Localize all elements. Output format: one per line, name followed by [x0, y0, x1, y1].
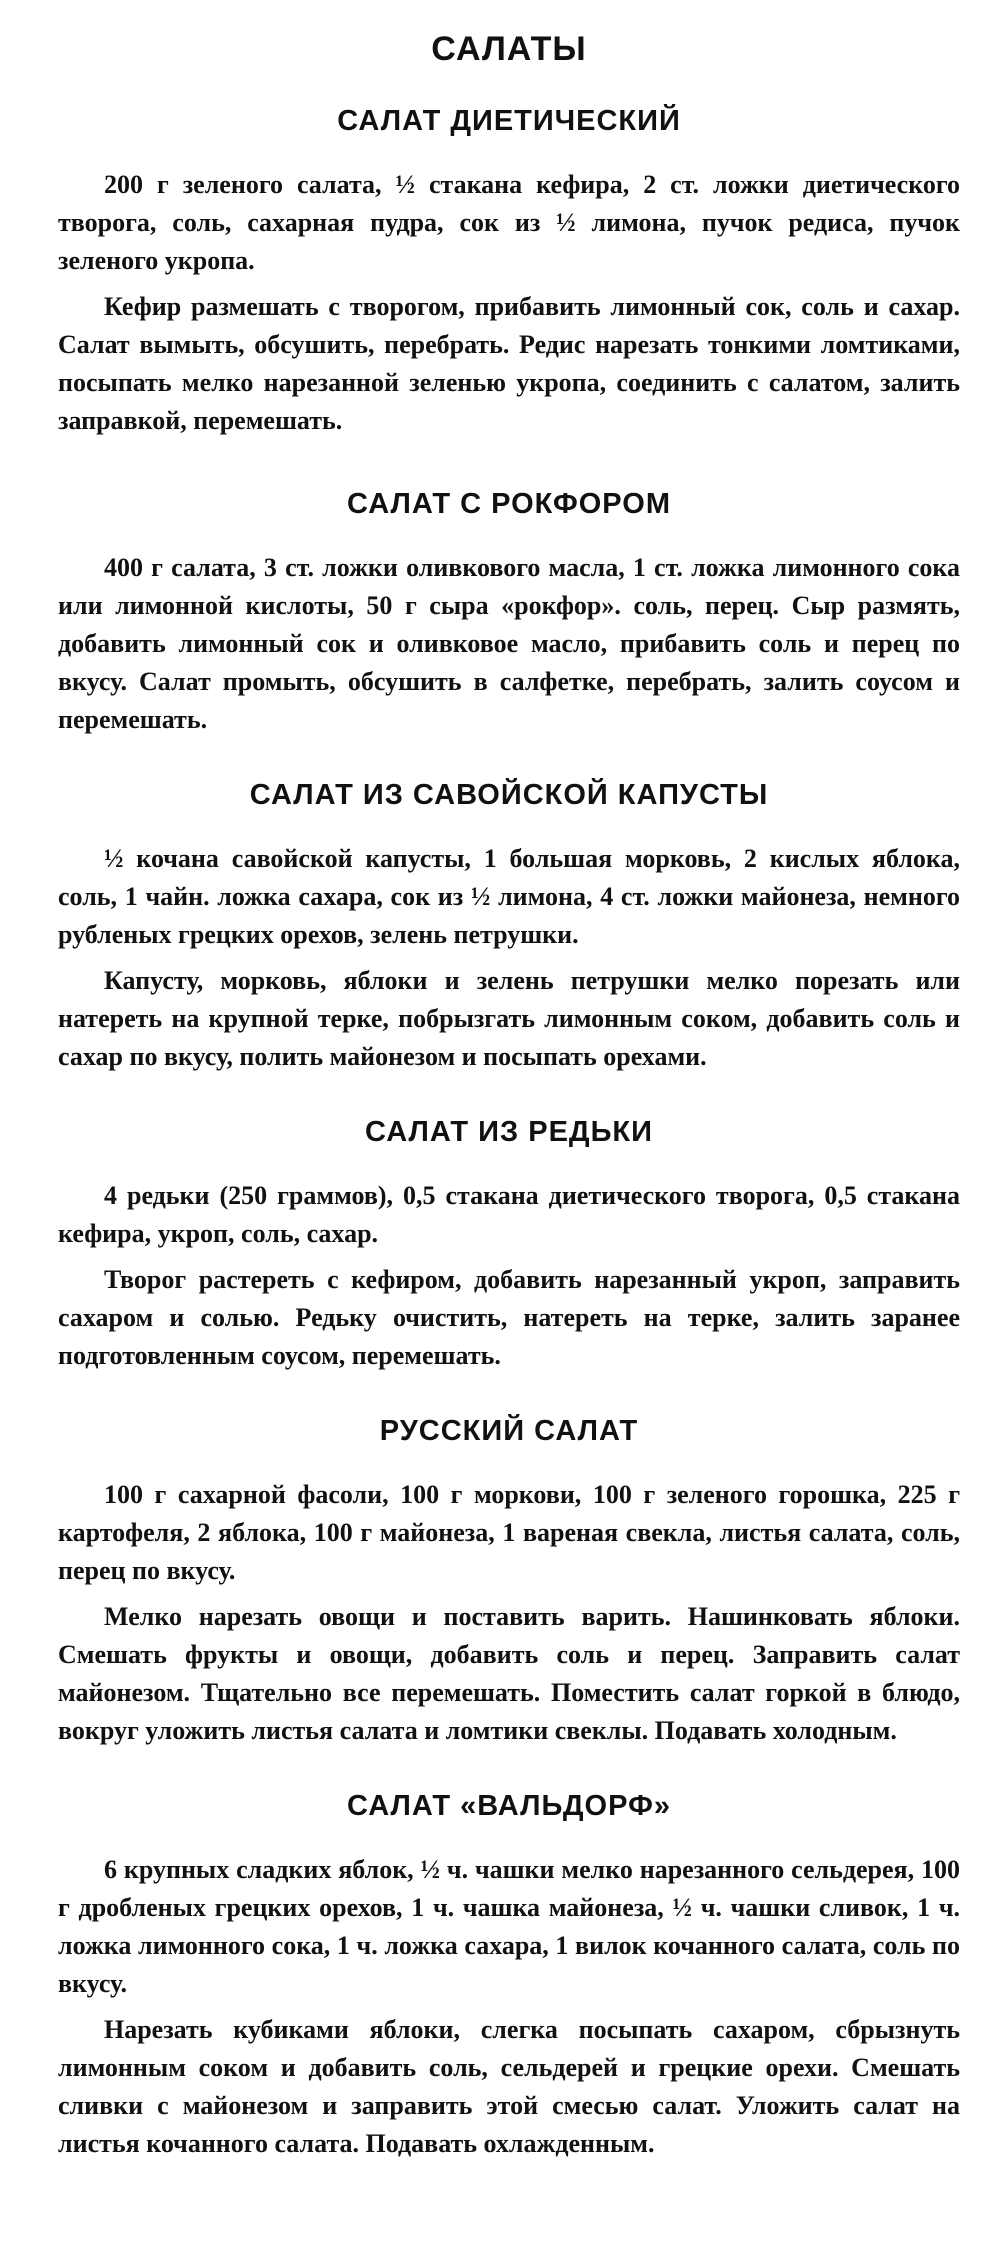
recipe-title: САЛАТ ИЗ САВОЙСКОЙ КАПУСТЫ — [249, 779, 769, 811]
recipe-savoy-cabbage-salad — [58, 779, 960, 1076]
recipe-title: САЛАТ С РОКФОРОМ — [347, 488, 671, 520]
recipe-instructions: Творог растереть с кефиром, добавить нарезанный укроп, заправить сахаром и солью. Редьку очистить, натереть на терке, залить заранее подготовленным соусом, перемешать. — [58, 1265, 960, 1370]
recipe-radish-salad — [58, 1116, 960, 1375]
recipe-roquefort-salad — [58, 488, 960, 739]
recipe-ingredients-and-instructions: 400 г салата, 3 ст. ложки оливкового масла, 1 ст. ложка лимонного сока или лимонной кислоты, 50 г сыра «рокфор». соль, перец. Сыр размять, добавить лимонный сок и оливковое масло, прибавить соль и перец по вкусу. Салат промыть, обсушить в салфетке, перебрать, залить соусом и перемешать. — [58, 553, 960, 734]
recipe-dietary-salad — [58, 105, 960, 440]
recipe-ingredients: 4 редьки (250 граммов), 0,5 стакана диетического творога, 0,5 стакана кефира, укроп, соль, сахар. — [58, 1181, 960, 1248]
recipe-title: САЛАТ ДИЕТИЧЕСКИЙ — [337, 105, 681, 137]
page-title: САЛАТЫ — [431, 30, 587, 68]
recipe-ingredients: 6 крупных сладких яблок, ½ ч. чашки мелко нарезанного сельдерея, 100 г дробленых грецких орехов, 1 ч. чашка майонеза, ½ ч. чашки сливок, 1 ч. ложка лимонного сока, 1 ч. ложка сахара, 1 вилок кочанного салата, соль по вкусу. — [58, 1855, 960, 1998]
recipe-ingredients: ½ кочана савойской капусты, 1 большая морковь, 2 кислых яблока, соль, 1 чайн. ложка сахара, сок из ½ лимона, 4 ст. ложки майонеза, немного рубленых грецких орехов, зелень петрушки. — [58, 844, 960, 949]
recipe-title: САЛАТ ИЗ РЕДЬКИ — [365, 1116, 653, 1148]
recipe-instructions: Мелко нарезать овощи и поставить варить. Нашинковать яблоки. Смешать фрукты и овощи, добавить соль и перец. Заправить салат майонезом. Тщательно все перемешать. Поместить салат горкой в блюдо, вокруг уложить листья салата и ломтики свеклы. Подавать холодным. — [58, 1602, 960, 1745]
recipe-title: РУССКИЙ САЛАТ — [379, 1415, 639, 1447]
recipe-instructions: Нарезать кубиками яблоки, слегка посыпать сахаром, сбрызнуть лимонным соком и добавить соль, сельдерей и грецкие орехи. Смешать сливки с майонезом и заправить этой смесью салат. Уложить салат на листья кочанного салата. Подавать охлажденным. — [58, 2015, 960, 2158]
recipe-ingredients: 200 г зеленого салата, ½ стакана кефира, 2 ст. ложки диетического творога, соль, сахарная пудра, сок из ½ лимона, пучок редиса, пучок зеленого укропа. — [58, 170, 960, 275]
recipe-russian-salad — [58, 1415, 960, 1750]
recipe-title: САЛАТ «ВАЛЬДОРФ» — [347, 1790, 671, 1822]
recipe-instructions: Капусту, морковь, яблоки и зелень петрушки мелко порезать или натереть на крупной терке, побрызгать лимонным соком, добавить соль и сахар по вкусу, полить майонезом и посыпать орехами. — [58, 966, 960, 1071]
recipe-waldorf-salad — [58, 1790, 960, 2163]
recipe-ingredients: 100 г сахарной фасоли, 100 г моркови, 100 г зеленого горошка, 225 г картофеля, 2 яблока, 100 г майонеза, 1 вареная свекла, листья салата, соль, перец по вкусу. — [58, 1480, 960, 1585]
recipe-instructions: Кефир размешать с творогом, прибавить лимонный сок, соль и сахар. Салат вымыть, обсушить, перебрать. Редис нарезать тонкими ломтиками, посыпать мелко нарезанной зеленью укропа, соединить с салатом, залить заправкой, перемешать. — [58, 292, 960, 435]
